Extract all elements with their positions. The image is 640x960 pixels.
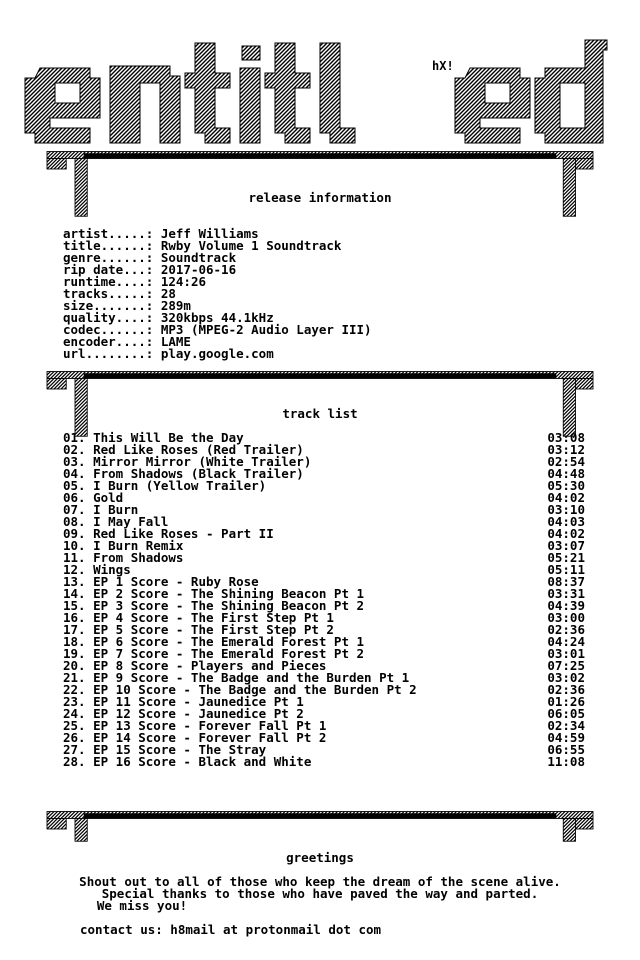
track-title: 02. Red Like Roses (Red Trailer): [63, 442, 304, 457]
track-title: 01. This Will Be the Day: [63, 430, 244, 445]
track-title: 24. EP 12 Score - Jaunedice Pt 2: [63, 706, 304, 721]
release-field-value: MP3 (MPEG-2 Audio Layer III): [160, 322, 372, 337]
release-field-key: tracks.....:: [63, 286, 154, 301]
release-field-value: 320kbps 44.1kHz: [160, 310, 274, 325]
track-title: 12. Wings: [63, 562, 131, 577]
track-duration: 03:01: [547, 646, 585, 661]
track-title: 04. From Shadows (Black Trailer): [63, 466, 304, 481]
divider-middle: [0, 368, 640, 438]
logo-letter-i: [240, 46, 260, 143]
release-field-key: genre......:: [63, 250, 154, 265]
track-row: [63, 492, 585, 504]
logo-letter-n: [110, 66, 180, 143]
track-title: 16. EP 4 Score - The First Step Pt 1: [63, 610, 334, 625]
track-duration: 03:10: [547, 502, 585, 517]
release-field-value: LAME: [160, 334, 191, 349]
track-title: 27. EP 15 Score - The Stray: [63, 742, 267, 757]
tracklist-heading: track list: [282, 406, 358, 421]
release-field-value: Jeff Williams: [160, 226, 259, 241]
release-field-value: 124:26: [160, 274, 206, 289]
track-row: [63, 552, 585, 564]
track-list: [63, 432, 585, 768]
track-row: [63, 480, 585, 492]
track-duration: 08:37: [547, 574, 585, 589]
greetings-line-2: Special thanks to those who have paved the way and parted.: [101, 886, 539, 901]
track-title: 21. EP 9 Score - The Badge and the Burden Pt 1: [63, 670, 410, 685]
release-field-value: 2017-06-16: [160, 262, 237, 277]
divider-bottom: [0, 808, 640, 878]
track-title: 23. EP 11 Score - Jaunedice Pt 1: [63, 694, 304, 709]
track-title: 03. Mirror Mirror (White Trailer): [63, 454, 312, 469]
track-duration: 04:24: [547, 634, 585, 649]
release-field-key: size.......:: [63, 298, 154, 313]
greetings-line-1: Shout out to all of those who keep the dream of the scene alive.: [79, 874, 561, 889]
track-duration: 04:02: [547, 526, 585, 541]
release-info: [63, 228, 372, 360]
greetings-line-3: We miss you!: [96, 898, 188, 913]
contact-line: contact us: h8mail at protonmail dot com: [80, 922, 382, 937]
track-duration: 11:08: [547, 754, 585, 769]
track-title: 14. EP 2 Score - The Shining Beacon Pt 1: [63, 586, 365, 601]
release-field-value: Rwby Volume 1 Soundtrack: [160, 238, 342, 253]
track-duration: 03:02: [547, 670, 585, 685]
greetings-heading: greetings: [286, 850, 354, 865]
track-title: 09. Red Like Roses - Part II: [63, 526, 274, 541]
release-field-key: title......:: [63, 238, 154, 253]
track-duration: 02:34: [547, 718, 585, 733]
track-title: 25. EP 13 Score - Forever Fall Pt 1: [63, 718, 327, 733]
track-duration: 04:02: [547, 490, 585, 505]
release-field-key: url........:: [63, 346, 154, 361]
track-title: 10. I Burn Remix: [63, 538, 184, 553]
track-title: 05. I Burn (Yellow Trailer): [63, 478, 267, 493]
track-duration: 03:00: [547, 610, 585, 625]
track-title: 20. EP 8 Score - Players and Pieces: [63, 658, 327, 673]
logo-letter-e2: [455, 68, 530, 143]
release-field-value: 28: [160, 286, 176, 301]
track-duration: 04:03: [547, 514, 585, 529]
track-duration: 04:39: [547, 598, 585, 613]
release-heading: release information: [248, 190, 392, 205]
release-field-key: encoder....:: [63, 334, 154, 349]
track-duration: 06:05: [547, 706, 585, 721]
release-field-key: rip date...:: [63, 262, 154, 277]
logo-letter-t2: [265, 43, 310, 143]
track-duration: 05:21: [547, 550, 585, 565]
divider-top: [0, 148, 640, 218]
track-title: 15. EP 3 Score - The Shining Beacon Pt 2: [63, 598, 365, 613]
logo-tag: hX!: [432, 59, 454, 73]
track-duration: 05:30: [547, 478, 585, 493]
track-title: 06. Gold: [63, 490, 124, 505]
track-duration: 03:12: [547, 442, 585, 457]
track-duration: 06:55: [547, 742, 585, 757]
release-field-key: runtime....:: [63, 274, 154, 289]
release-field: [63, 348, 372, 360]
track-duration: 03:31: [547, 586, 585, 601]
track-duration: 01:26: [547, 694, 585, 709]
track-title: 19. EP 7 Score - The Emerald Forest Pt 2: [63, 646, 365, 661]
track-duration: 03:07: [547, 538, 585, 553]
track-duration: 04:48: [547, 466, 585, 481]
track-title: 18. EP 6 Score - The Emerald Forest Pt 1: [63, 634, 365, 649]
track-title: 17. EP 5 Score - The First Step Pt 2: [63, 622, 334, 637]
logo-letter-d: [535, 40, 607, 143]
logo-letters: [25, 40, 607, 143]
track-row: [63, 756, 585, 768]
track-duration: 02:36: [547, 682, 585, 697]
track-title: 11. From Shadows: [63, 550, 184, 565]
track-duration: 04:59: [547, 730, 585, 745]
track-title: 22. EP 10 Score - The Badge and the Burden Pt 2: [63, 682, 417, 697]
track-title: 28. EP 16 Score - Black and White: [63, 754, 312, 769]
release-field-value: 289m: [160, 298, 191, 313]
release-field-key: artist.....:: [63, 226, 154, 241]
release-field-key: codec......:: [63, 322, 154, 337]
track-title: 08. I May Fall: [63, 514, 169, 529]
track-title: 13. EP 1 Score - Ruby Rose: [63, 574, 259, 589]
release-field-value: play.google.com: [160, 346, 274, 361]
track-duration: 02:54: [547, 454, 585, 469]
track-title: 26. EP 14 Score - Forever Fall Pt 2: [63, 730, 327, 745]
logo-letter-e: [25, 68, 100, 143]
track-duration: 02:36: [547, 622, 585, 637]
logo-letter-l: [320, 43, 355, 143]
track-duration: 05:11: [547, 562, 585, 577]
release-field-value: Soundtrack: [160, 250, 237, 265]
entitled-logo: [0, 18, 640, 148]
track-duration: 03:08: [547, 430, 585, 445]
track-title: 07. I Burn: [63, 502, 139, 517]
track-duration: 07:25: [547, 658, 585, 673]
release-field-key: quality....:: [63, 310, 154, 325]
logo-letter-t: [185, 43, 230, 143]
